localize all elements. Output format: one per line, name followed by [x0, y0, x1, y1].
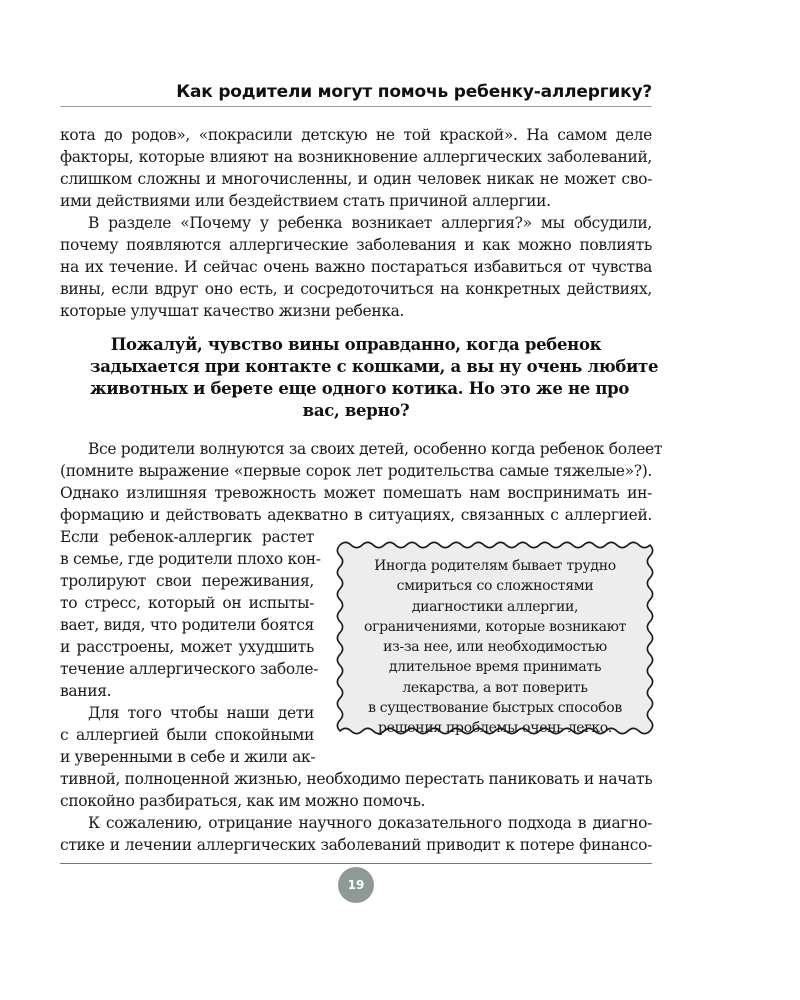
text-line: вания.: [60, 682, 112, 700]
callout-box: [335, 540, 655, 736]
footer-divider: [60, 863, 652, 864]
callout-text: [355, 556, 635, 739]
text-line: и расстроены, может ухудшить: [60, 638, 314, 656]
text-line: тивной, полноценной жизнью, необходимо перестать паниковать и начать: [60, 770, 653, 788]
text-line: формацию и действовать адекватно в ситуациях, связанных с аллергией.: [60, 506, 652, 524]
callout-line: Иногда родителям бывает трудно: [374, 558, 616, 574]
text-line: с аллергией были спокойными: [60, 726, 314, 744]
text-line: факторы, которые влияют на возникновение аллергических заболеваний,: [60, 148, 652, 166]
callout-line: лекарства, а вот поверить: [402, 679, 588, 696]
text-line: тролируют свои переживания,: [60, 572, 314, 590]
running-header-title: Как родители могут помочь ребенку-аллергику?: [176, 82, 652, 102]
callout-line: смириться со сложностями: [396, 578, 594, 595]
text-line: спокойно разбираться, как им можно помочь.: [60, 792, 426, 810]
paragraph-5-narrow: [60, 702, 314, 768]
text-line: К сожалению, отрицание научного доказательного подхода в диагно-: [88, 814, 652, 832]
section-heading: [90, 334, 659, 422]
text-line: В разделе «Почему у ребенка возникает аллергия?» мы обсудили,: [88, 214, 652, 232]
text-line: течение аллергического заболе-: [60, 660, 319, 678]
text-line: которые улучшат качество жизни ребенка.: [60, 302, 405, 320]
heading-line: Пожалуй, чувство вины оправданно, когда ребенок: [110, 335, 602, 354]
callout-line: из-за нее, или необходимостью: [383, 639, 607, 656]
text-line: вает, видя, что родители боятся: [60, 616, 314, 634]
paragraph-3: [60, 438, 663, 526]
text-line: стике и лечении аллергических заболеваний приводит к потере финансо-: [60, 836, 652, 854]
text-line: на их течение. И сейчас очень важно постараться избавиться от чувства: [60, 258, 652, 276]
text-line: и уверенными в себе и жили ак-: [60, 748, 316, 766]
paragraph-1: [60, 124, 652, 212]
header-divider: [60, 106, 652, 107]
heading-line: животных и берете еще одного котика. Но это же не про: [90, 379, 630, 398]
text-line: в семье, где родители плохо кон-: [60, 550, 321, 568]
text-line: слишком сложны и многочисленны, и один человек никак не может сво-: [60, 170, 652, 188]
text-line: кота до родов», «покрасили детскую не той краской». На самом деле: [60, 126, 652, 144]
text-line: то стресс, который он испыты-: [60, 594, 314, 612]
callout-line: длительное время принимать: [388, 659, 602, 676]
text-line: Если ребенок-аллергик растет: [60, 528, 314, 546]
callout-line: ограничениями, которые возникают: [363, 618, 627, 635]
text-line: Однако излишняя тревожность может помешать нам воспринимать ин-: [60, 484, 652, 502]
paragraph-2: [60, 212, 652, 322]
paragraph-5-full: [60, 768, 652, 812]
callout-line: диагностики аллергии,: [411, 598, 579, 615]
page-number-badge: 19: [338, 867, 374, 903]
text-line: Все родители волнуются за своих детей, особенно когда ребенок болеет: [88, 440, 663, 458]
text-line: Для того чтобы наши дети: [88, 704, 314, 722]
heading-line: задыхается при контакте с кошками, а вы ну очень любите: [90, 357, 659, 376]
callout-line: в существование быстрых способов: [368, 700, 622, 717]
callout-line: решения проблемы очень легко.: [377, 720, 613, 737]
heading-line: вас, верно?: [302, 401, 410, 420]
text-line: ими действиями или бездействием стать причиной аллергии.: [60, 192, 551, 210]
text-line: почему появляются аллергические заболевания и как можно повлиять: [60, 236, 652, 254]
paragraph-6: [60, 812, 652, 856]
text-line: (помните выражение «первые сорок лет родительства самые тяжелые»?).: [60, 462, 652, 480]
paragraph-4: [60, 526, 321, 702]
text-line: вины, если вдруг оно есть, и сосредоточиться на конкретных действиях,: [60, 280, 652, 298]
